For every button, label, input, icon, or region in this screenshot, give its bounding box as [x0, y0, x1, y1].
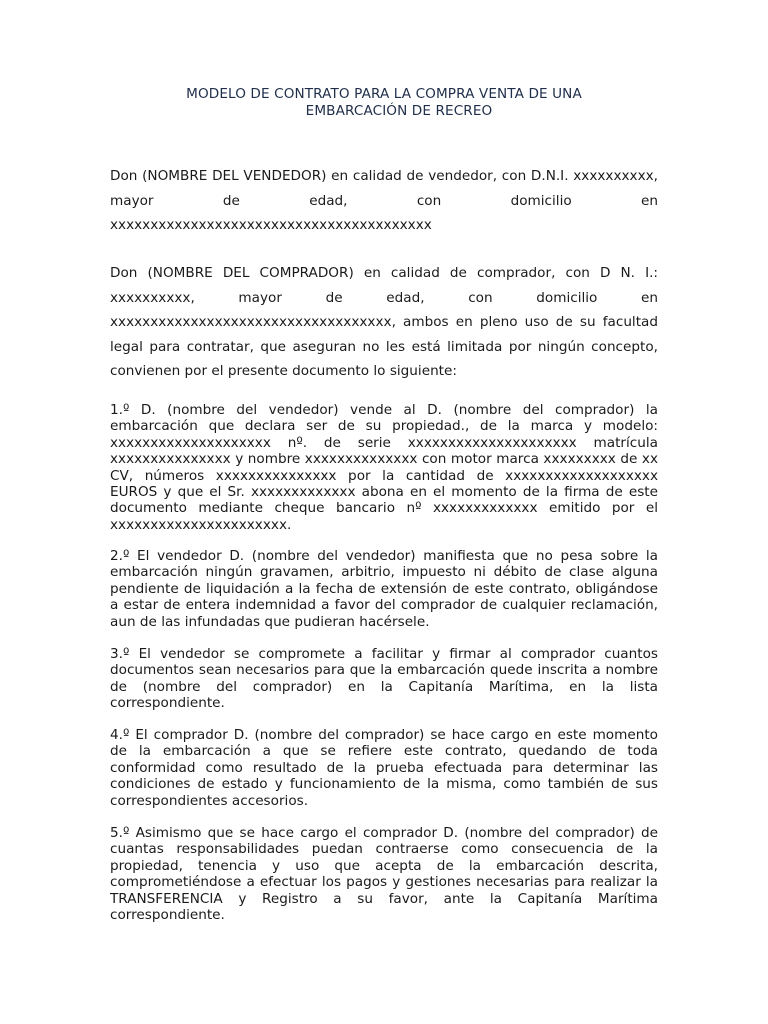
clause-3	[110, 646, 658, 712]
clause-5	[110, 825, 658, 923]
buyer-text: Don (NOMBRE DEL COMPRADOR) en calidad de comprador, con D N. I.: xxxxxxxxxx, mayor de edad, con domicilio en xxxxxxxxxxxxxxxxxxxxxxxxxxxxxxxxxxx, ambos en pleno uso de su facultad legal para contratar, que aseguran no les está limitada por ningún concepto, convienen por el presente documento lo siguiente:	[110, 265, 658, 380]
title-line-1: MODELO DE CONTRATO PARA LA COMPRA VENTA DE UNA	[186, 86, 582, 102]
seller-paragraph	[110, 164, 658, 238]
clause-text: 1.º D. (nombre del vendedor) vende al D. (nombre del comprador) la embarcación que declara ser de su propiedad., de la marca y modelo: xxxxxxxxxxxxxxxxxxxx nº. de serie xxxxxxxxxxxxxxxxxxxxx matrícula xxxxxxxxxxxxxxx y nombre xxxxxxxxxxxxxx con motor marca xxxxxxxxx de xx CV, números xxxxxxxxxxxxxxx por la cantidad de xxxxxxxxxxxxxxxxxxx EUROS y que el Sr. xxxxxxxxxxxxx abona en el momento de la firma de este documento mediante cheque bancario nº xxxxxxxxxxxxx emitido por el xxxxxxxxxxxxxxxxxxxxxx.	[110, 402, 658, 533]
clause-text: 4.º El comprador D. (nombre del comprador) se hace cargo en este momento de la embarcación a que se refiere este contrato, quedando de toda conformidad como resultado de la prueba efectuada para determinar las condiciones de estado y funcionamiento de la misma, como también de sus correspondientes accesorios.	[110, 727, 658, 809]
title-line-2: EMBARCACIÓN DE RECREO	[305, 103, 493, 119]
clause-text: 5.º Asimismo que se hace cargo el comprador D. (nombre del comprador) de cuantas responsabilidades puedan contraerse como consecuencia de la propiedad, tenencia y uso que acepta de la embarcación descrita, comprometiéndose a efectuar los pagos y gestiones necesarias para realizar la TRANSFERENCIA y Registro a su favor, ante la Capitanía Marítima correspondiente.	[110, 825, 658, 924]
clause-text: 3.º El vendedor se compromete a facilitar y firmar al comprador cuantos documentos sean necesarios para que la embarcación quede inscrita a nombre de (nombre del comprador) en la Capitanía Marítima, en la lista correspondiente.	[110, 646, 658, 712]
seller-text: Don (NOMBRE DEL VENDEDOR) en calidad de vendedor, con D.N.I. xxxxxxxxxx, mayor de edad, con domicilio en xxxxxxxxxxxxxxxxxxxxxxxxxxxxxxxxxxxxxxxx	[110, 168, 658, 234]
document-title	[110, 86, 658, 120]
clause-text: 2.º El vendedor D. (nombre del vendedor) manifiesta que no pesa sobre la embarcación ningún gravamen, arbitrio, impuesto ni débito de clase alguna pendiente de liquidación a la fecha de extensión de este contrato, obligándose a estar de entera indemnidad a favor del comprador de cualquier reclamación, aun de las infundadas que pudieran hacérsele.	[110, 548, 658, 630]
clause-1	[110, 402, 658, 533]
clause-4	[110, 727, 658, 809]
clause-2	[110, 548, 658, 630]
buyer-paragraph	[110, 261, 658, 384]
